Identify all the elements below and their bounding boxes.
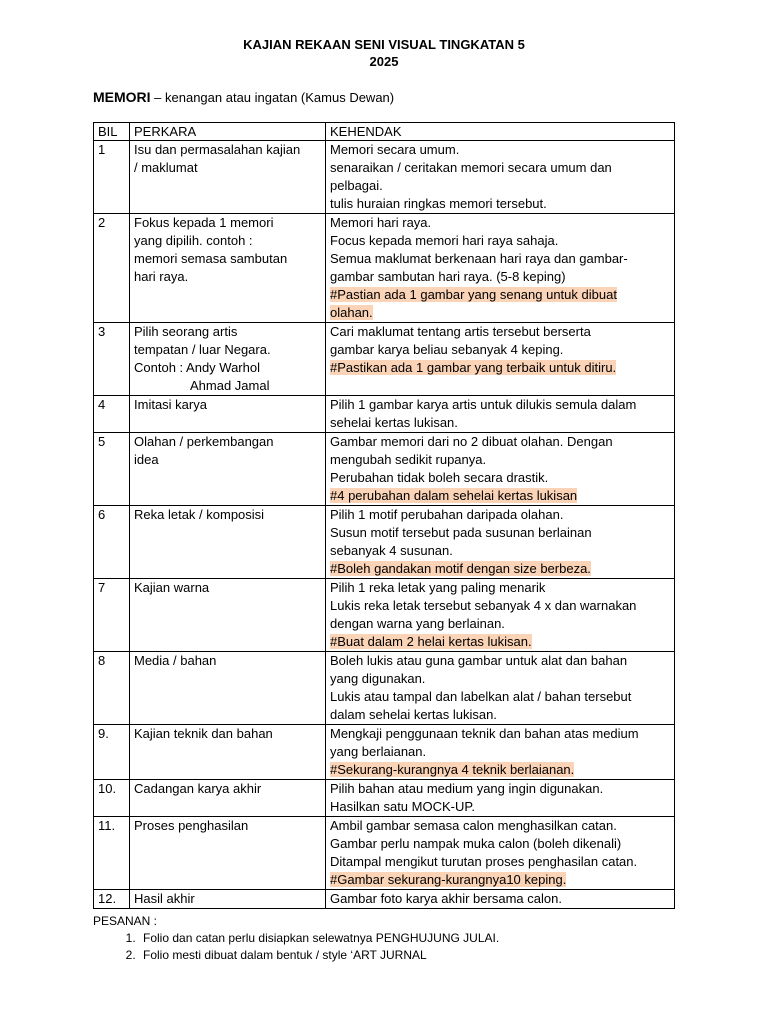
- cell-kehendak: [326, 780, 675, 817]
- highlight-line: [330, 560, 670, 578]
- perkara-line: hari raya.: [134, 269, 189, 284]
- page-title: [0, 36, 768, 70]
- perkara-line: Proses penghasilan: [134, 818, 249, 833]
- perkara-line: idea: [134, 452, 159, 467]
- highlight-line: [330, 633, 670, 651]
- note-item: 1. Folio dan catan perlu disiapkan selewatnya PENGHUJUNG JULAI.: [139, 930, 499, 947]
- table-row: [94, 214, 675, 323]
- kehendak-line: mengubah sedikit rupanya.: [330, 452, 487, 467]
- kehendak-line: pelbagai.: [330, 178, 383, 193]
- cell-perkara: [130, 890, 326, 909]
- kehendak-line: tulis huraian ringkas memori tersebut.: [330, 196, 547, 211]
- kehendak-line: Pilih 1 gambar karya artis untuk dilukis semula dalam: [330, 397, 637, 412]
- cell-kehendak: [326, 433, 675, 506]
- perkara-line: Reka letak / komposisi: [134, 507, 265, 522]
- notes-section: [93, 913, 499, 964]
- highlighted-note: #Pastian ada 1 gambar yang senang untuk dibuat: [330, 287, 617, 302]
- kehendak-line: Semua maklumat berkenaan hari raya dan gambar-: [330, 251, 628, 266]
- kehendak-line: yang digunakan.: [330, 671, 426, 686]
- kehendak-line: Perubahan tidak boleh secara drastik.: [330, 470, 549, 485]
- header-bil: BIL: [94, 123, 130, 141]
- kehendak-line: Lukis reka letak tersebut sebanyak 4 x dan warnakan: [330, 598, 637, 613]
- cell-perkara: [130, 652, 326, 725]
- cell-kehendak: [326, 890, 675, 909]
- cell-kehendak: [326, 323, 675, 396]
- definition-term: MEMORI: [93, 89, 151, 105]
- highlight-line: [330, 304, 670, 322]
- cell-kehendak: [326, 141, 675, 214]
- highlighted-note: #Buat dalam 2 helai kertas lukisan.: [330, 634, 532, 649]
- cell-kehendak: [326, 579, 675, 652]
- cell-kehendak: [326, 506, 675, 579]
- kehendak-line: Pilih bahan atau medium yang ingin digunakan.: [330, 781, 604, 796]
- table-row: [94, 652, 675, 725]
- perkara-line: Fokus kepada 1 memori: [134, 215, 274, 230]
- cell-perkara: [130, 780, 326, 817]
- highlighted-note: #Pastikan ada 1 gambar yang terbaik untuk ditiru.: [330, 360, 617, 375]
- perkara-line: Isu dan permasalahan kajian: [134, 142, 301, 157]
- kehendak-line: Mengkaji penggunaan teknik dan bahan atas medium: [330, 726, 639, 741]
- title-line-2: 2025: [369, 54, 399, 69]
- cell-bil: 10.: [94, 780, 130, 817]
- cell-perkara: [130, 433, 326, 506]
- perkara-line: Imitasi karya: [134, 397, 207, 412]
- kehendak-line: Cari maklumat tentang artis tersebut berserta: [330, 324, 591, 339]
- kehendak-line: Memori hari raya.: [330, 215, 432, 230]
- table-row: [94, 323, 675, 396]
- kehendak-line: Ditampal mengikut turutan proses penghasilan catan.: [330, 854, 638, 869]
- cell-bil: 8: [94, 652, 130, 725]
- definition-line: [93, 89, 394, 106]
- perkara-line: memori semasa sambutan: [134, 251, 288, 266]
- cell-perkara: [130, 214, 326, 323]
- kehendak-line: Focus kepada memori hari raya sahaja.: [330, 233, 559, 248]
- kehendak-line: Gambar perlu nampak muka calon (boleh dikenali): [330, 836, 622, 851]
- header-perkara: PERKARA: [130, 123, 326, 141]
- kehendak-line: senaraikan / ceritakan memori secara umum dan: [330, 160, 612, 175]
- cell-kehendak: [326, 725, 675, 780]
- title-line-1: KAJIAN REKAAN SENI VISUAL TINGKATAN 5: [243, 37, 525, 52]
- kehendak-line: Gambar memori dari no 2 dibuat olahan. Dengan: [330, 434, 613, 449]
- perkara-line: Kajian teknik dan bahan: [134, 726, 273, 741]
- cell-kehendak: [326, 652, 675, 725]
- perkara-line: Contoh : Andy Warhol: [134, 360, 260, 375]
- highlight-line: [330, 761, 670, 779]
- highlight-line: [330, 871, 670, 889]
- highlighted-note: olahan.: [330, 305, 373, 320]
- cell-perkara: [130, 579, 326, 652]
- perkara-line: / maklumat: [134, 160, 198, 175]
- cell-bil: 7: [94, 579, 130, 652]
- kehendak-line: sehelai kertas lukisan.: [330, 415, 458, 430]
- kehendak-line: Susun motif tersebut pada susunan berlainan: [330, 525, 592, 540]
- kehendak-line: yang berlaianan.: [330, 744, 427, 759]
- perkara-line: Hasil akhir: [134, 891, 195, 906]
- definition-text: – kenangan atau ingatan (Kamus Dewan): [150, 90, 395, 105]
- perkara-line: Media / bahan: [134, 653, 217, 668]
- perkara-line: Olahan / perkembangan: [134, 434, 274, 449]
- cell-perkara: [130, 506, 326, 579]
- table-row: [94, 725, 675, 780]
- cell-kehendak: [326, 396, 675, 433]
- kehendak-line: Ambil gambar semasa calon menghasilkan catan.: [330, 818, 617, 833]
- table-body: [94, 141, 675, 909]
- perkara-line: Pilih seorang artis: [134, 324, 238, 339]
- table-row: [94, 579, 675, 652]
- perkara-line: tempatan / luar Negara.: [134, 342, 271, 357]
- table-header-row: [94, 123, 675, 141]
- cell-perkara: [130, 141, 326, 214]
- header-kehendak: KEHENDAK: [326, 123, 675, 141]
- cell-perkara: [130, 725, 326, 780]
- cell-bil: 1: [94, 141, 130, 214]
- highlighted-note: #Gambar sekurang-kurangnya10 keping.: [330, 872, 567, 887]
- cell-perkara: [130, 323, 326, 396]
- kehendak-line: dengan warna yang berlainan.: [330, 616, 505, 631]
- note-item: 2. Folio mesti dibuat dalam bentuk / style ‘ART JURNAL: [139, 947, 499, 964]
- kehendak-line: Memori secara umum.: [330, 142, 460, 157]
- cell-bil: 3: [94, 323, 130, 396]
- cell-perkara: [130, 817, 326, 890]
- perkara-line: Ahmad Jamal: [190, 378, 270, 393]
- highlight-line: [330, 359, 670, 377]
- table-row: [94, 780, 675, 817]
- kehendak-line: Pilih 1 reka letak yang paling menarik: [330, 580, 546, 595]
- notes-list: [93, 930, 499, 964]
- perkara-line: Cadangan karya akhir: [134, 781, 262, 796]
- highlighted-note: #Sekurang-kurangnya 4 teknik berlaianan.: [330, 762, 575, 777]
- table-row: [94, 817, 675, 890]
- cell-bil: 11.: [94, 817, 130, 890]
- cell-bil: 9.: [94, 725, 130, 780]
- cell-bil: 6: [94, 506, 130, 579]
- highlighted-note: #Boleh gandakan motif dengan size berbeza.: [330, 561, 591, 576]
- perkara-line: Kajian warna: [134, 580, 210, 595]
- cell-bil: 5: [94, 433, 130, 506]
- table-row: [94, 890, 675, 909]
- notes-label: PESANAN :: [93, 914, 158, 928]
- perkara-line: yang dipilih. contoh :: [134, 233, 253, 248]
- table-row: [94, 141, 675, 214]
- highlighted-note: #4 perubahan dalam sehelai kertas lukisan: [330, 488, 578, 503]
- kehendak-line: Gambar foto karya akhir bersama calon.: [330, 891, 562, 906]
- kehendak-line: gambar sambutan hari raya. (5-8 keping): [330, 269, 566, 284]
- cell-bil: 4: [94, 396, 130, 433]
- table-row: [94, 506, 675, 579]
- kehendak-line: sebanyak 4 susunan.: [330, 543, 453, 558]
- kehendak-line: Hasilkan satu MOCK-UP.: [330, 799, 475, 814]
- cell-perkara: [130, 396, 326, 433]
- kehendak-line: Pilih 1 motif perubahan daripada olahan.: [330, 507, 564, 522]
- cell-kehendak: [326, 817, 675, 890]
- kehendak-line: Boleh lukis atau guna gambar untuk alat dan bahan: [330, 653, 628, 668]
- kehendak-line: dalam sehelai kertas lukisan.: [330, 707, 497, 722]
- highlight-line: [330, 487, 670, 505]
- table-row: [94, 396, 675, 433]
- kehendak-line: Lukis atau tampal dan labelkan alat / bahan tersebut: [330, 689, 632, 704]
- cell-kehendak: [326, 214, 675, 323]
- requirements-table: [93, 122, 675, 909]
- highlight-line: [330, 286, 670, 304]
- kehendak-line: gambar karya beliau sebanyak 4 keping.: [330, 342, 564, 357]
- table-row: [94, 433, 675, 506]
- cell-bil: 12.: [94, 890, 130, 909]
- cell-bil: 2: [94, 214, 130, 323]
